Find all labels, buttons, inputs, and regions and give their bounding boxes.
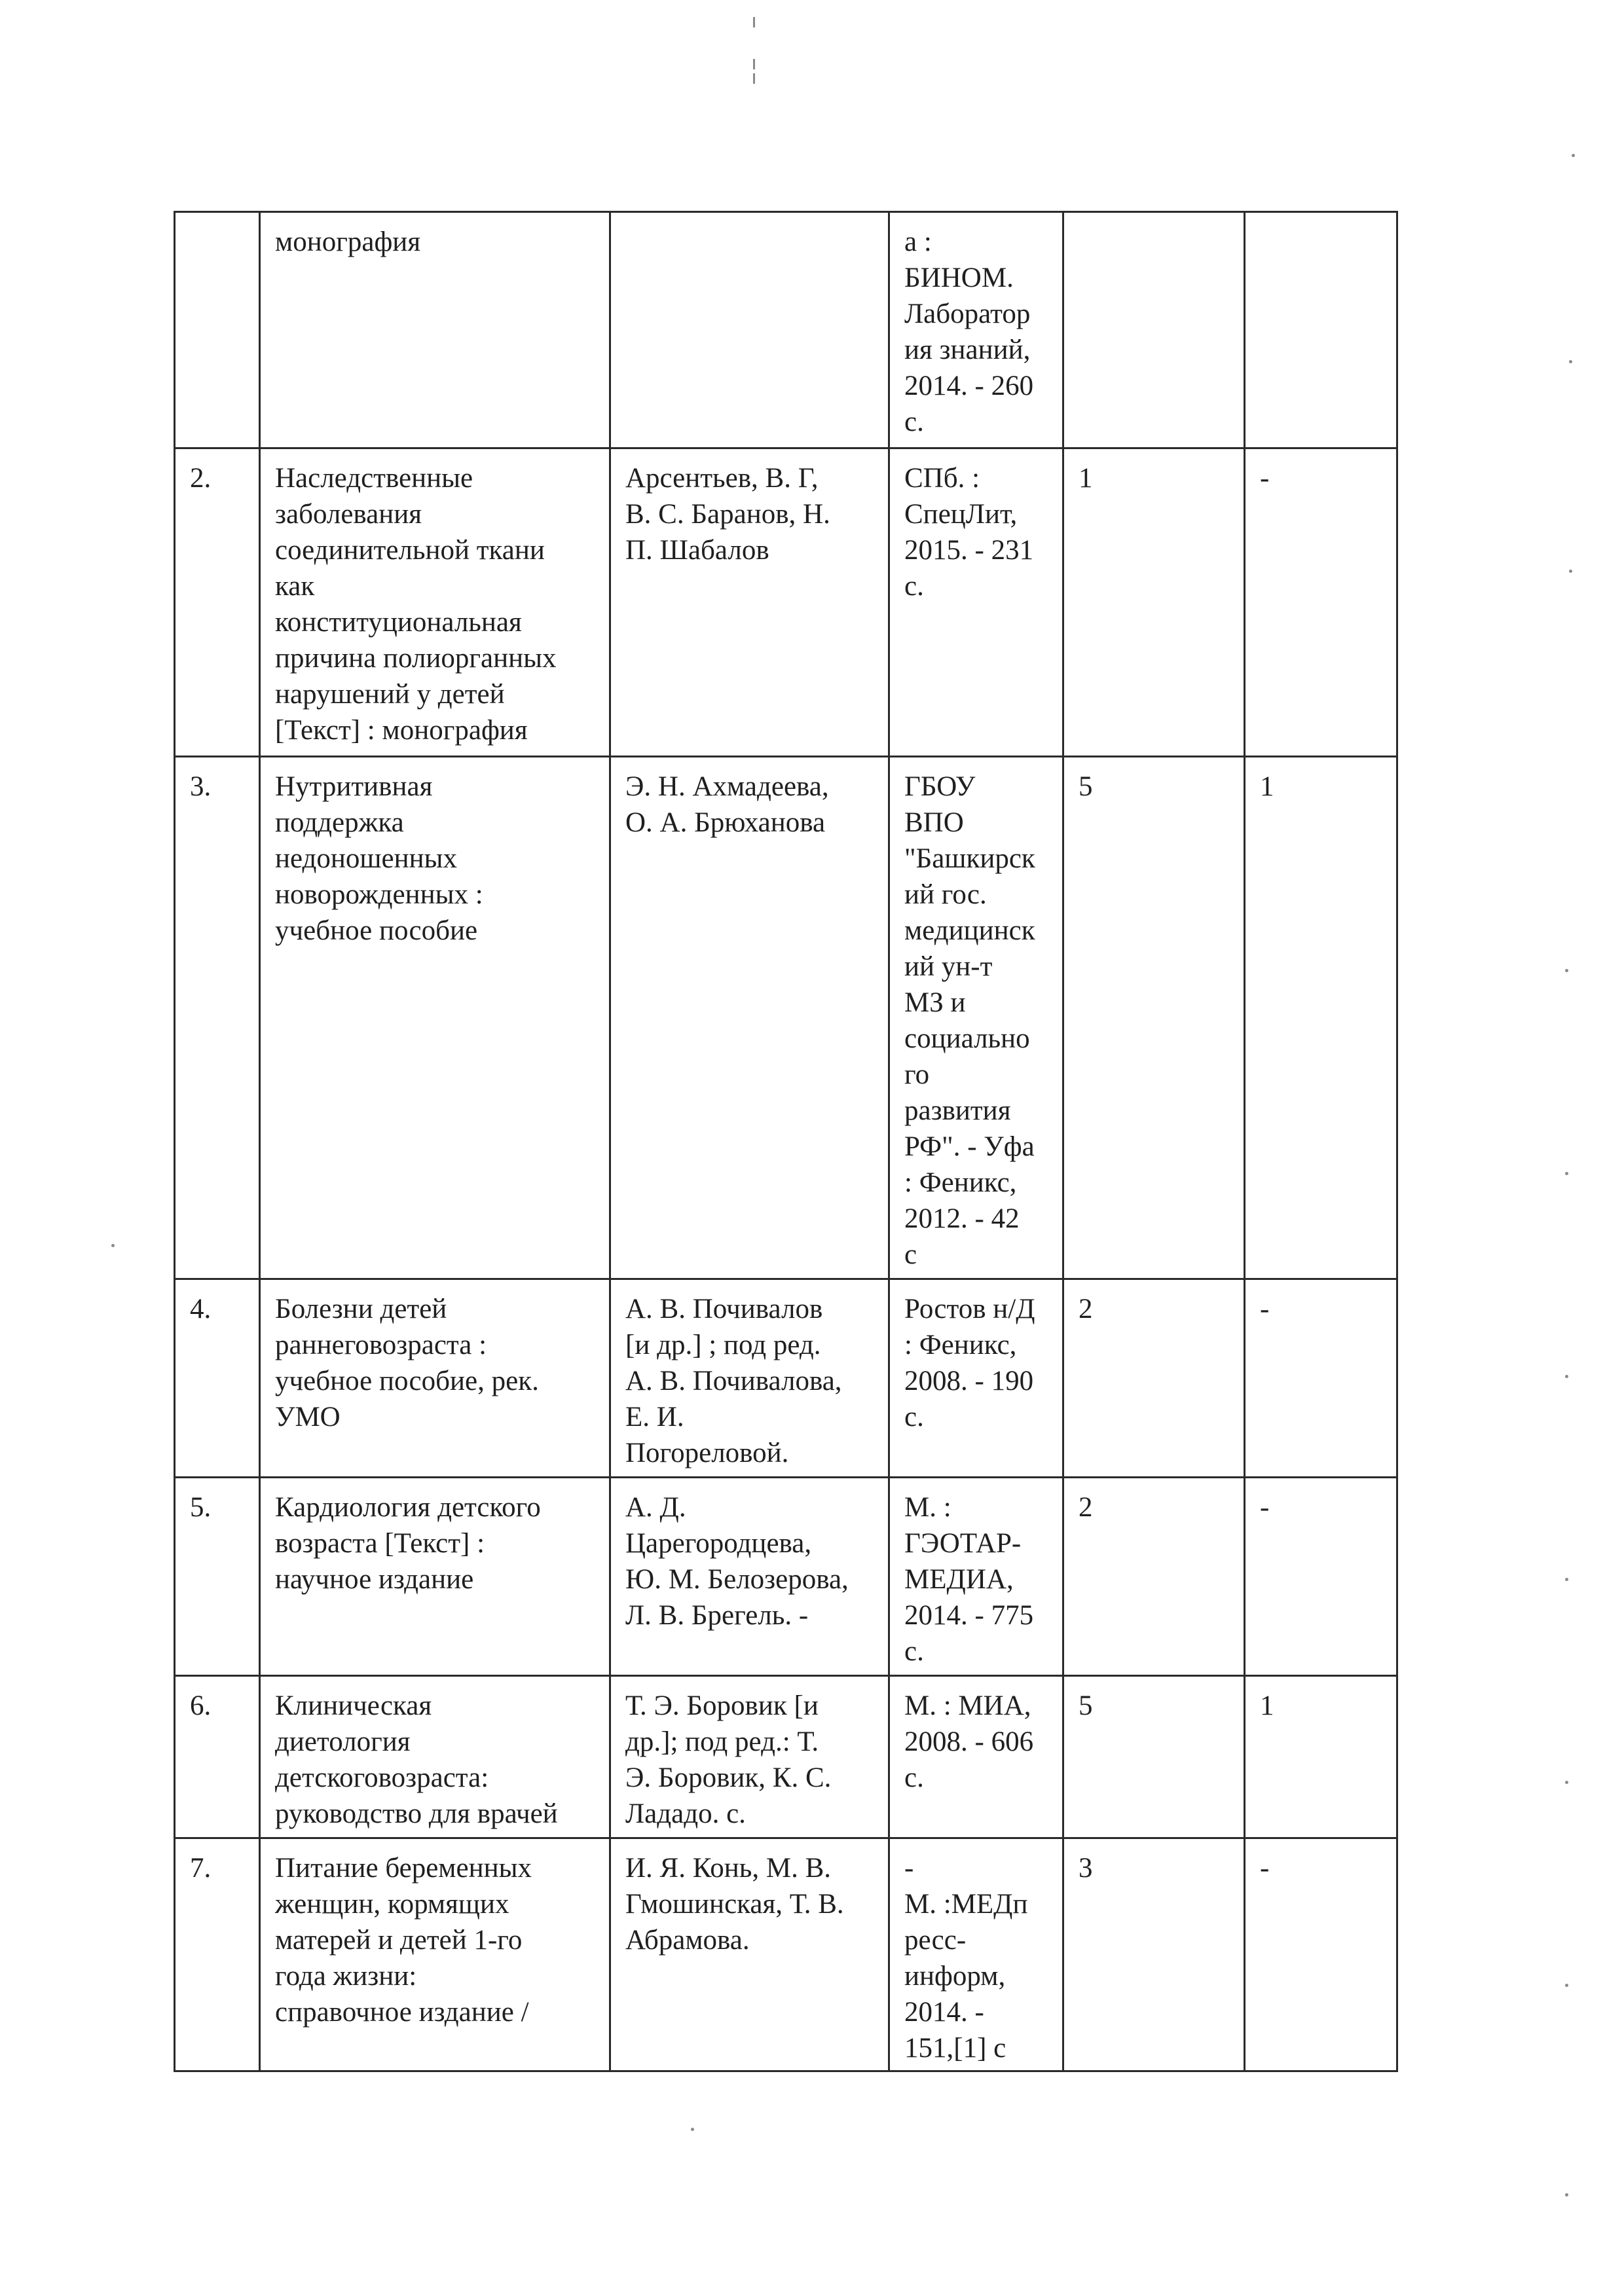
copies-count-secondary: - [1245, 1838, 1397, 2071]
book-authors: А. Д. Царегородцева, Ю. М. Белозерова, Л. В. Брегель. - [610, 1478, 889, 1676]
row-number: 6. [175, 1676, 260, 1838]
book-authors: И. Я. Конь, М. В. Гмошинская, Т. В. Абрамова. [610, 1838, 889, 2071]
scan-artifact [691, 2128, 694, 2131]
table-row [175, 448, 1397, 757]
book-authors: Арсентьев, В. Г, В. С. Баранов, Н. П. Шабалов [610, 448, 889, 757]
table-row [175, 212, 1397, 448]
row-number: 3. [175, 757, 260, 1279]
copies-count [1063, 212, 1245, 448]
table-row [175, 757, 1397, 1279]
book-title: Питание беременных женщин, кормящих матерей и детей 1-го года жизни: справочное издание / [260, 1838, 610, 2071]
copies-count: 2 [1063, 1279, 1245, 1478]
book-publisher: ГБОУ ВПО "Башкирск ий гос. медицинск ий ун-т МЗ и социально го развития РФ". - Уфа : Феникс, 2012. - 42 с [889, 757, 1063, 1279]
row-number: 4. [175, 1279, 260, 1478]
book-publisher: а : БИНОМ. Лаборатор ия знаний, 2014. - 260 с. [889, 212, 1063, 448]
literature-table [174, 211, 1398, 2072]
scan-artifact [1569, 360, 1572, 363]
book-publisher: Ростов н/Д : Феникс, 2008. - 190 с. [889, 1279, 1063, 1478]
table-row [175, 1676, 1397, 1838]
copies-count-secondary: - [1245, 1478, 1397, 1676]
scan-artifact [753, 73, 755, 84]
scan-artifact [111, 1244, 115, 1247]
scan-artifact [1572, 154, 1575, 157]
copies-count: 1 [1063, 448, 1245, 757]
scan-artifact [753, 17, 755, 27]
row-number: 5. [175, 1478, 260, 1676]
table-row [175, 1838, 1397, 2071]
scan-artifact [1565, 1984, 1568, 1987]
book-title: Наследственные заболевания соединительной ткани как конституциональная причина полиорганных нарушений у детей [Текст] : монография [260, 448, 610, 757]
book-publisher: М. : МИА, 2008. - 606 с. [889, 1676, 1063, 1838]
book-title: Нутритивная поддержка недоношенных новорожденных : учебное пособие [260, 757, 610, 1279]
row-number [175, 212, 260, 448]
scan-artifact [1565, 969, 1568, 972]
book-authors [610, 212, 889, 448]
table-row [175, 1279, 1397, 1478]
copies-count-secondary: - [1245, 1279, 1397, 1478]
copies-count-secondary: 1 [1245, 1676, 1397, 1838]
copies-count: 2 [1063, 1478, 1245, 1676]
scan-artifact [1565, 2193, 1568, 2196]
scan-artifact [753, 59, 755, 69]
scan-artifact [1565, 1781, 1568, 1784]
book-publisher: СПб. : СпецЛит, 2015. - 231 с. [889, 448, 1063, 757]
scan-artifact [1565, 1375, 1568, 1378]
row-number: 7. [175, 1838, 260, 2071]
copies-count-secondary: 1 [1245, 757, 1397, 1279]
book-authors: Т. Э. Боровик [и др.]; под ред.: Т. Э. Боровик, К. С. Лададо. с. [610, 1676, 889, 1838]
copies-count: 5 [1063, 757, 1245, 1279]
row-number: 2. [175, 448, 260, 757]
book-title: Клиническая диетология детскоговозраста: руководство для врачей [260, 1676, 610, 1838]
scan-artifact [1569, 570, 1572, 573]
book-authors: А. В. Почивалов [и др.] ; под ред. А. В. Почивалова, Е. И. Погореловой. [610, 1279, 889, 1478]
scan-artifact [1565, 1578, 1568, 1581]
copies-count: 5 [1063, 1676, 1245, 1838]
book-publisher: - М. :МЕДп ресс- информ, 2014. - 151,[1] с [889, 1838, 1063, 2071]
book-title: Болезни детей раннеговозраста : учебное пособие, рек. УМО [260, 1279, 610, 1478]
copies-count: 3 [1063, 1838, 1245, 2071]
book-authors: Э. Н. Ахмадеева, О. А. Брюханова [610, 757, 889, 1279]
copies-count-secondary [1245, 212, 1397, 448]
book-title: Кардиология детского возраста [Текст] : научное издание [260, 1478, 610, 1676]
copies-count-secondary: - [1245, 448, 1397, 757]
table-row [175, 1478, 1397, 1676]
book-publisher: М. : ГЭОТАР- МЕДИА, 2014. - 775 с. [889, 1478, 1063, 1676]
book-title: монография [260, 212, 610, 448]
scan-artifact [1565, 1172, 1568, 1175]
